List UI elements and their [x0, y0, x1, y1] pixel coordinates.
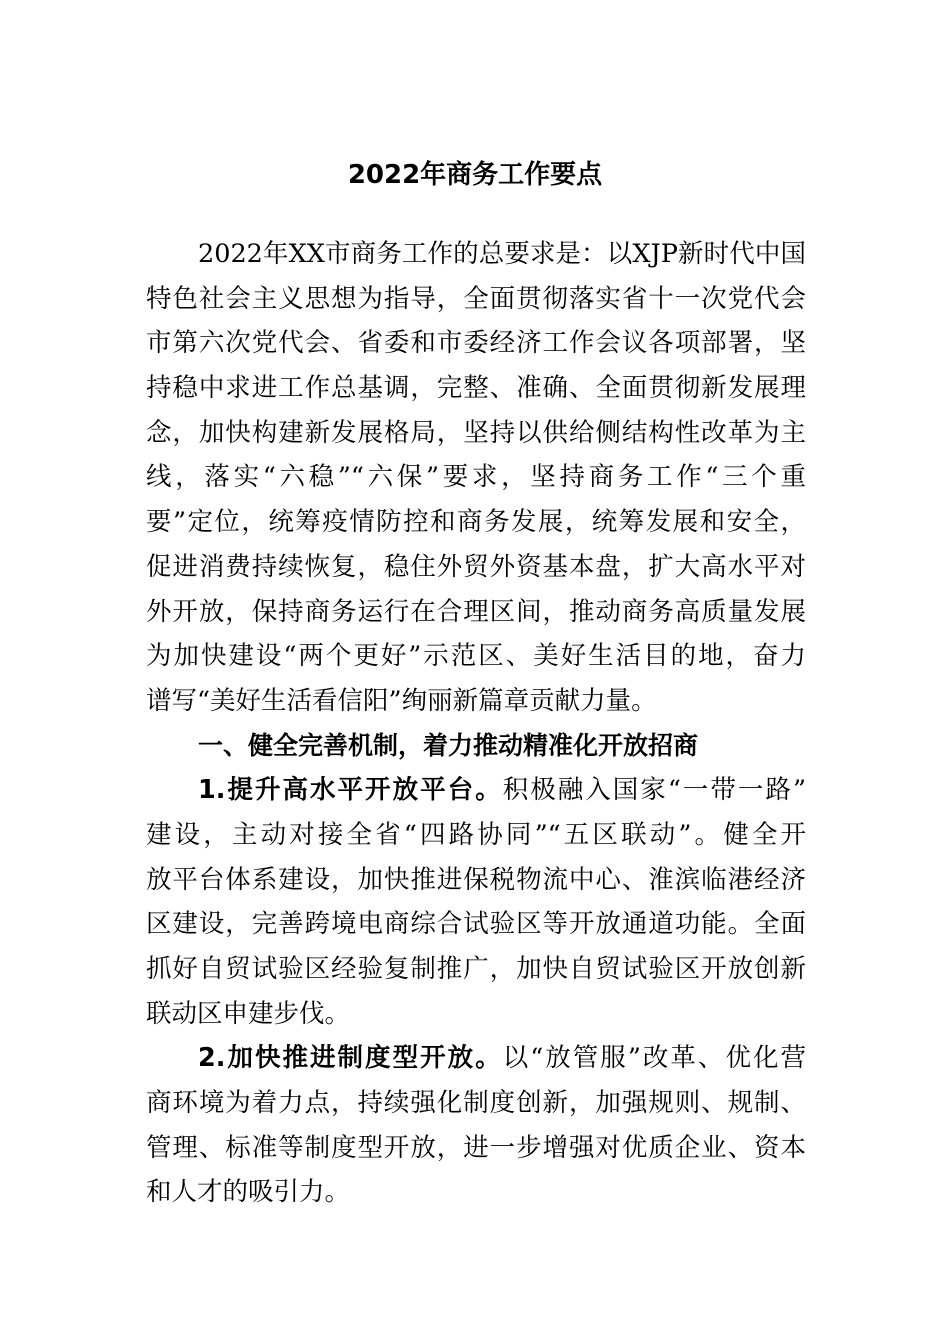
paragraph-line: 要”定位，统筹疫情防控和商务发展，统筹发展和安全，: [146, 507, 806, 538]
intro-paragraph: [146, 232, 806, 724]
paragraph-line: 和人才的吸引力。: [146, 1177, 351, 1208]
paragraph-line: 念，加快构建新发展格局，坚持以供给侧结构性改革为主: [146, 417, 806, 448]
paragraph-line: 市第六次党代会、省委和市委经济工作会议各项部署，坚: [146, 328, 806, 359]
paragraph-line: 抓好自贸试验区经验复制推广，加快自贸试验区开放创新: [146, 954, 806, 984]
item-2-first-line: 以“放管服”改革、优化营: [502, 1043, 807, 1074]
paragraph-line: 管理、标准等制度型开放，进一步增强对优质企业、资本: [146, 1132, 806, 1163]
document-body: [146, 232, 806, 1215]
item-1-paragraph: [146, 768, 806, 1036]
paragraph-line: 建设，主动对接全省“四路协同”“五区联动”。健全开: [146, 819, 806, 850]
paragraph-line: 2022年XX市商务工作的总要求是：以XJP新时代中国: [198, 239, 806, 269]
paragraph-line: 商环境为着力点，持续强化制度创新，加强规则、规制、: [146, 1088, 806, 1119]
document-title: 2022年商务工作要点: [347, 160, 603, 190]
section-heading: 一、健全完善机制，着力推动精准化开放招商: [198, 730, 699, 760]
item-2-lead: 2.加快推进制度型开放。: [198, 1043, 503, 1074]
paragraph-line: 谱写“美好生活看信阳”绚丽新篇章贡献力量。: [146, 685, 657, 716]
paragraph-line: 为加快建设“两个更好”示范区、美好生活目的地，奋力: [146, 641, 806, 672]
paragraph-line: 促进消费持续恢复，稳住外贸外资基本盘，扩大高水平对: [146, 551, 806, 582]
paragraph-line: 区建设，完善跨境电商综合试验区等开放通道功能。全面: [146, 909, 806, 940]
paragraph-line: 放平台体系建设，加快推进保税物流中心、淮滨临港经济: [146, 864, 806, 895]
item-1-first-line: 积极融入国家“一带一路”: [502, 775, 807, 806]
paragraph-line: 持稳中求进工作总基调，完整、准确、全面贯彻新发展理: [146, 373, 806, 404]
paragraph-line: 特色社会主义思想为指导，全面贯彻落实省十一次党代会: [146, 283, 806, 314]
paragraph-line: 线，落实“六稳”“六保”要求，坚持商务工作“三个重: [146, 462, 806, 493]
item-2-paragraph: [146, 1036, 806, 1215]
paragraph-line: [146, 768, 806, 813]
paragraph-line: [146, 1036, 806, 1081]
paragraph-line: 联动区申建步伐。: [146, 998, 351, 1029]
paragraph-line: 外开放，保持商务运行在合理区间，推动商务高质量发展: [146, 596, 806, 627]
item-1-lead: 1.提升高水平开放平台。: [198, 775, 503, 806]
